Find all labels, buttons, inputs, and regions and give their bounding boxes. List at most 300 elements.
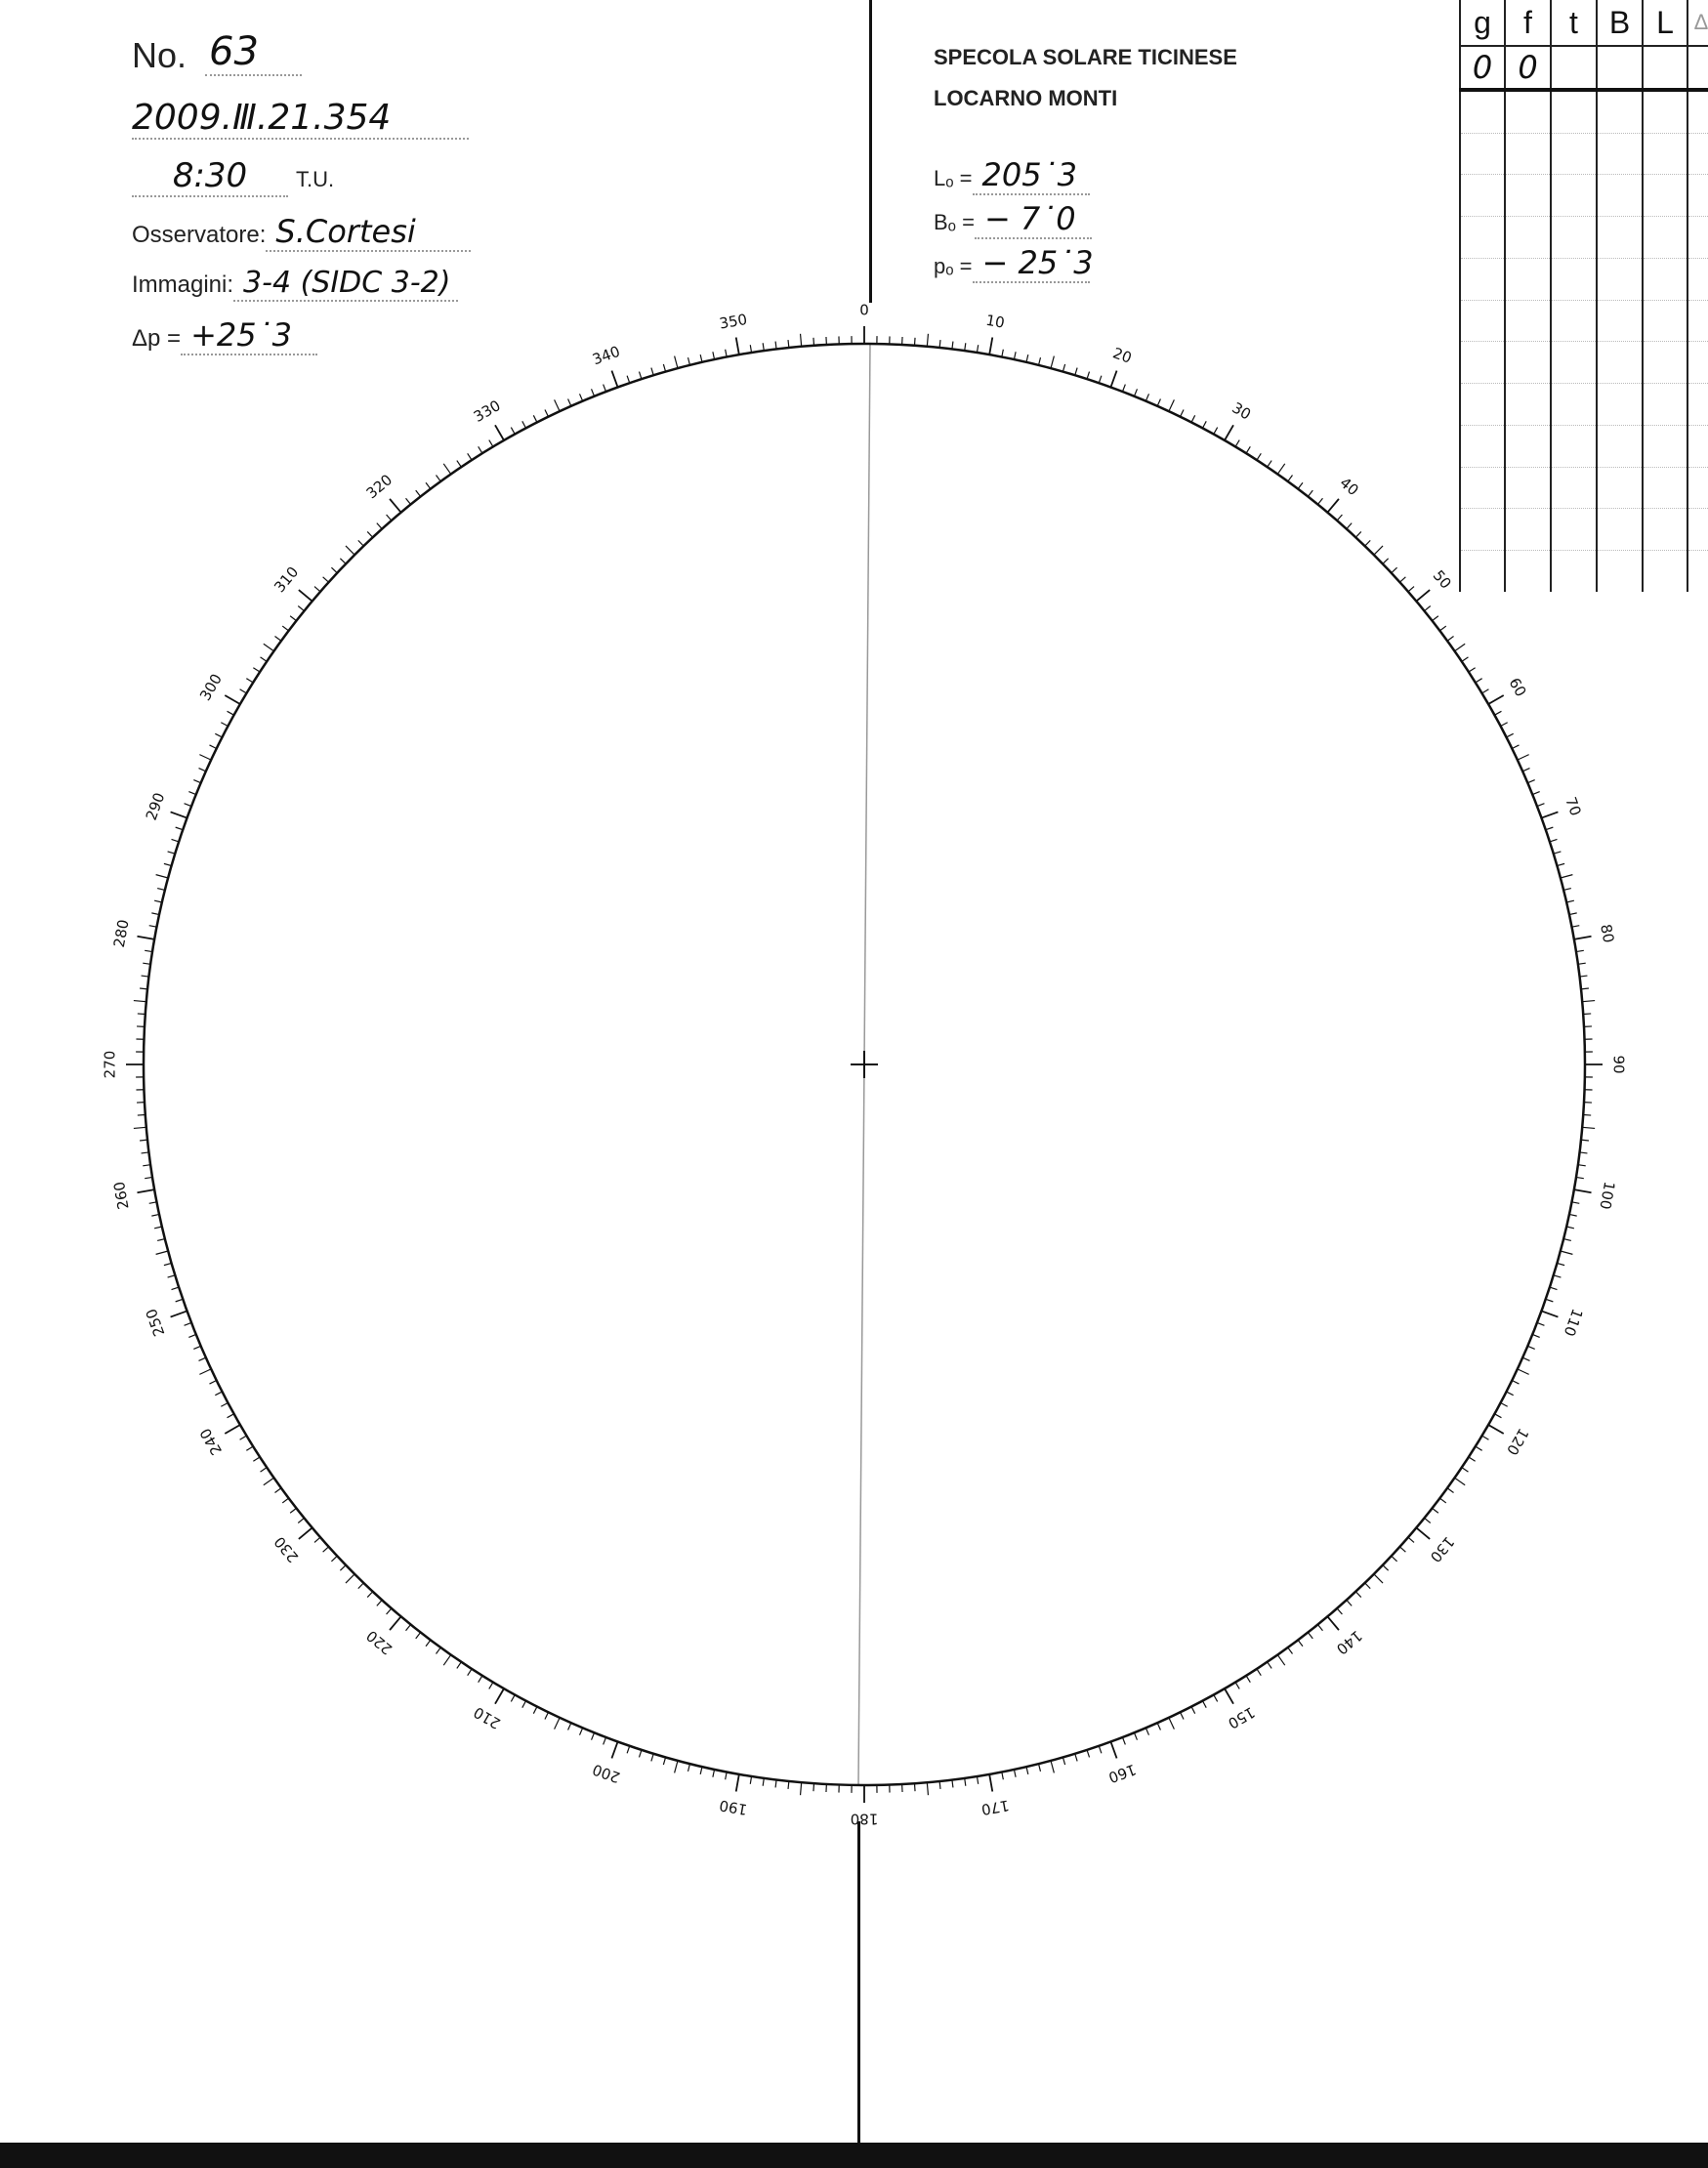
scale-tick <box>675 1761 678 1773</box>
scale-tick <box>1433 616 1438 621</box>
scale-tick <box>228 711 234 715</box>
scale-tick <box>927 1782 928 1795</box>
scale-tick <box>763 1778 764 1786</box>
scale-tick <box>1476 679 1482 683</box>
scale-tick <box>298 1518 304 1522</box>
observatory-name-line2: LOCARNO MONTI <box>934 86 1118 110</box>
scale-tick <box>199 1369 211 1374</box>
scale-tick <box>1416 1527 1430 1539</box>
scale-tick <box>1051 1761 1054 1773</box>
observer-value: S.Cortesi <box>266 213 471 252</box>
scale-tick <box>1583 1014 1591 1015</box>
scale-tick <box>1062 1757 1064 1765</box>
scale-tick <box>346 546 354 555</box>
scale-tick <box>1469 1457 1476 1461</box>
scale-tick <box>1157 398 1160 405</box>
scale-tick <box>965 343 966 351</box>
scale-label-60: 60 <box>1505 674 1530 700</box>
scale-tick <box>443 1655 450 1666</box>
scale-tick <box>1268 1662 1271 1669</box>
scale-tick <box>736 1774 739 1792</box>
scale-tick <box>154 900 162 902</box>
scale-tick <box>775 342 776 350</box>
scale-label-40: 40 <box>1336 474 1362 500</box>
scale-tick <box>726 350 728 357</box>
scale-label-90: 90 <box>1609 1055 1628 1074</box>
scale-label-80: 80 <box>1597 922 1618 944</box>
scale-tick <box>1581 1140 1589 1141</box>
scale-label-150: 150 <box>1225 1703 1259 1732</box>
scale-tick <box>639 1750 641 1758</box>
scale-tick <box>164 1263 172 1265</box>
scale-tick <box>1026 1767 1028 1774</box>
scale-tick <box>1576 950 1584 951</box>
scale-tick <box>592 389 595 396</box>
scale-tick <box>198 1357 205 1360</box>
scale-tick <box>1482 689 1489 693</box>
scale-tick <box>1298 1640 1303 1646</box>
scale-tick <box>1494 1414 1501 1418</box>
scale-tick <box>1308 490 1312 496</box>
scale-tick <box>157 889 165 891</box>
time-unit-label: T.U. <box>296 167 335 191</box>
scale-label-320: 320 <box>362 471 396 503</box>
scale-tick <box>406 498 411 504</box>
scale-tick <box>193 1346 200 1349</box>
scale-tick <box>1146 1728 1148 1734</box>
scale-tick <box>1439 1498 1445 1503</box>
scale-tick <box>927 334 928 347</box>
scale-tick <box>199 755 211 760</box>
scale-tick <box>225 1425 240 1434</box>
scale-label-170: 170 <box>979 1796 1011 1819</box>
scale-tick <box>1566 1227 1574 1229</box>
scale-tick <box>965 1778 966 1786</box>
scale-tick <box>1507 1392 1514 1396</box>
scale-tick <box>1425 1518 1431 1522</box>
scale-label-230: 230 <box>271 1532 303 1566</box>
scale-tick <box>1561 1251 1573 1254</box>
scale-tick <box>1374 1574 1383 1583</box>
scale-tick <box>545 409 549 416</box>
scale-tick <box>663 364 665 372</box>
scale-tick <box>479 446 482 453</box>
scale-tick <box>1365 1583 1371 1589</box>
scale-tick <box>1246 1676 1250 1683</box>
scale-tick <box>323 577 329 582</box>
scale-tick <box>172 839 180 841</box>
scale-tick <box>1327 1616 1339 1630</box>
scale-tick <box>750 345 751 353</box>
scale-tick <box>592 1732 595 1739</box>
scale-tick <box>977 1776 978 1784</box>
scale-tick <box>939 340 940 348</box>
scale-tick <box>952 342 953 350</box>
scale-tick <box>149 1202 157 1204</box>
scale-tick <box>750 1776 751 1784</box>
scale-tick <box>346 1574 354 1583</box>
scale-tick <box>1110 1741 1116 1758</box>
images-label: Immagini: <box>132 271 234 298</box>
scale-tick <box>176 1299 184 1302</box>
scale-tick <box>215 733 222 737</box>
scale-tick <box>1002 350 1004 357</box>
table-header-delta: Δ <box>1687 0 1708 46</box>
scale-tick <box>1462 657 1469 661</box>
scale-tick <box>663 1757 665 1765</box>
scale-tick <box>137 1189 154 1192</box>
scale-tick <box>290 616 296 621</box>
scale-tick <box>1099 1746 1102 1754</box>
scale-tick <box>298 606 304 611</box>
scale-tick <box>1447 637 1453 642</box>
scale-tick <box>1225 1689 1233 1704</box>
scale-tick <box>221 723 228 727</box>
scale-tick <box>437 475 441 480</box>
scale-tick <box>358 1583 364 1589</box>
scale-tick <box>1527 780 1534 783</box>
scale-tick <box>1288 1647 1293 1653</box>
scale-tick <box>164 863 172 865</box>
scale-tick <box>240 689 247 693</box>
scale-tick <box>1202 421 1206 428</box>
scale-tick <box>1277 1655 1284 1666</box>
scale-tick <box>495 425 504 440</box>
table-header-g: g <box>1460 0 1505 46</box>
scale-tick <box>1488 1425 1504 1434</box>
scale-tick <box>1494 711 1501 715</box>
scale-tick <box>555 399 560 411</box>
scale-tick <box>1507 733 1514 737</box>
scale-tick <box>1512 1381 1519 1385</box>
scale-tick <box>331 567 337 572</box>
scale-tick <box>813 338 814 346</box>
scale-label-220: 220 <box>362 1626 396 1658</box>
scale-tick <box>221 1402 228 1406</box>
scale-tick <box>188 792 195 795</box>
scale-tick <box>939 1781 940 1789</box>
number-value: 63 <box>205 29 302 76</box>
scale-tick <box>1308 1633 1312 1639</box>
scale-tick <box>1347 1600 1352 1605</box>
scale-tick <box>651 368 653 376</box>
scale-tick <box>457 461 461 468</box>
scale-tick <box>1541 812 1558 817</box>
scale-tick <box>468 453 472 460</box>
scale-label-10: 10 <box>984 311 1007 332</box>
scale-tick <box>1522 769 1529 771</box>
scale-tick <box>688 357 690 365</box>
scale-tick <box>168 1275 176 1277</box>
scale-tick <box>1576 1177 1584 1178</box>
scale-tick <box>1225 425 1233 440</box>
table-cell-g: 0 <box>1460 46 1505 90</box>
scale-tick <box>1392 1556 1397 1561</box>
scale-tick <box>1087 372 1089 380</box>
scale-tick <box>1408 1537 1414 1542</box>
scale-tick <box>246 1446 253 1450</box>
scale-tick <box>545 1712 549 1719</box>
scale-tick <box>1399 577 1405 582</box>
scale-tick <box>533 415 537 422</box>
scale-tick <box>627 1746 630 1754</box>
scale-tick <box>1169 399 1174 411</box>
scale-tick <box>489 1683 493 1689</box>
scale-tick <box>511 428 515 435</box>
scale-tick <box>713 1770 715 1777</box>
scale-tick <box>1134 1732 1137 1739</box>
scale-tick <box>246 679 253 683</box>
l0-value: 205˙3 <box>973 156 1090 195</box>
scale-tick <box>1268 461 1271 468</box>
scale-tick <box>340 559 346 564</box>
scale-tick <box>1574 937 1592 939</box>
scale-tick <box>274 637 280 642</box>
scale-tick <box>437 1647 441 1653</box>
scale-tick <box>468 1669 472 1676</box>
scale-tick <box>1527 1346 1534 1349</box>
scale-tick <box>1550 1287 1558 1289</box>
scale-tick <box>215 1392 222 1396</box>
scale-tick <box>1425 606 1431 611</box>
scale-tick <box>1365 540 1371 546</box>
scale-tick <box>299 590 312 602</box>
scale-label-70: 70 <box>1562 794 1585 818</box>
scale-tick <box>952 1779 953 1787</box>
scale-tick <box>253 1457 260 1461</box>
p0-label: pₒ = <box>934 254 973 278</box>
scale-tick <box>726 1772 728 1779</box>
scale-tick <box>801 334 802 347</box>
scale-tick <box>142 1152 149 1153</box>
b0-value: − 7˙0 <box>975 200 1092 239</box>
scale-label-330: 330 <box>470 396 504 426</box>
scale-tick <box>261 657 268 661</box>
scale-tick <box>1110 371 1116 388</box>
scale-tick <box>185 804 191 807</box>
scale-tick <box>253 668 260 672</box>
scale-tick <box>1455 644 1466 650</box>
scale-tick <box>387 515 392 521</box>
scale-label-160: 160 <box>1105 1760 1139 1787</box>
scale-tick <box>151 1214 159 1216</box>
scale-tick <box>914 1783 915 1791</box>
scale-tick <box>495 1689 504 1704</box>
scale-tick <box>611 1741 617 1758</box>
scale-tick <box>387 1608 392 1614</box>
time-value: 8:30 <box>132 156 288 197</box>
scale-tick <box>261 1468 268 1472</box>
scale-tick <box>138 1014 146 1015</box>
scale-tick <box>914 338 915 346</box>
scale-tick <box>1578 1165 1586 1166</box>
scale-tick <box>580 1728 583 1734</box>
scale-tick <box>1288 475 1293 480</box>
scale-tick <box>134 1127 146 1128</box>
scale-tick <box>323 1547 329 1552</box>
scale-tick <box>1039 1764 1041 1772</box>
scale-tick <box>788 340 789 348</box>
scale-tick <box>416 1633 421 1639</box>
scale-tick <box>627 376 630 384</box>
scale-label-270: 270 <box>101 1050 119 1079</box>
scale-label-50: 50 <box>1429 566 1455 593</box>
scale-tick <box>604 1737 606 1744</box>
scale-tick <box>358 540 364 546</box>
scale-tick <box>1439 626 1445 631</box>
scale-label-250: 250 <box>142 1306 169 1339</box>
scale-tick <box>1579 1152 1587 1153</box>
scale-tick <box>639 372 641 380</box>
scale-tick <box>1355 1592 1360 1598</box>
scale-tick <box>171 812 187 817</box>
scale-tick <box>331 1556 337 1561</box>
scale-tick <box>209 745 216 749</box>
scale-tick <box>457 1662 461 1669</box>
scale-tick <box>1337 1608 1342 1614</box>
scale-tick <box>700 1767 702 1774</box>
observatory-name-line1: SPECOLA SOLARE TICINESE <box>934 45 1237 69</box>
scale-tick <box>1488 695 1504 704</box>
scale-tick <box>1002 1772 1004 1779</box>
scale-tick <box>168 852 176 854</box>
scale-tick <box>149 926 157 928</box>
scale-tick <box>154 1227 162 1229</box>
scale-tick <box>675 356 678 369</box>
scale-tick <box>134 1001 146 1002</box>
scale-tick <box>568 398 571 405</box>
scale-tick <box>1374 546 1383 555</box>
scale-tick <box>700 354 702 362</box>
scale-tick <box>1122 385 1125 392</box>
scale-tick <box>1014 352 1016 359</box>
scale-label-340: 340 <box>590 342 623 369</box>
scale-tick <box>156 875 169 878</box>
scale-tick <box>1469 668 1476 672</box>
scale-tick <box>1051 356 1054 369</box>
table-header-f: f <box>1505 0 1551 46</box>
scale-tick <box>172 1287 180 1289</box>
scale-tick <box>801 1782 802 1795</box>
scale-tick <box>138 1114 146 1115</box>
scale-tick <box>1501 1402 1508 1406</box>
scale-tick <box>1383 1565 1389 1571</box>
scale-label-240: 240 <box>196 1425 226 1459</box>
scale-tick <box>555 1718 560 1730</box>
scale-tick <box>1518 755 1529 760</box>
scale-tick <box>1550 839 1558 841</box>
scale-tick <box>1501 723 1508 727</box>
scale-tick <box>171 1311 187 1316</box>
scale-tick <box>145 950 152 951</box>
scale-tick <box>1039 357 1041 365</box>
l0-label: Lₒ = <box>934 166 973 190</box>
scale-tick <box>1532 1334 1539 1337</box>
scale-tick <box>479 1676 482 1683</box>
scale-tick <box>1014 1770 1016 1777</box>
scale-tick <box>282 626 288 631</box>
scale-tick <box>416 490 421 496</box>
observer-label: Osservatore: <box>132 222 267 248</box>
date-value: 2009.Ⅲ.21.354 <box>132 98 469 140</box>
scale-tick <box>1546 1299 1554 1302</box>
scale-tick <box>1512 745 1519 749</box>
b0-label: Bₒ = <box>934 210 975 234</box>
scale-tick <box>157 1239 165 1241</box>
scale-tick <box>1537 1322 1544 1325</box>
scale-label-260: 260 <box>109 1180 133 1211</box>
scale-tick <box>1482 1436 1489 1439</box>
scale-tick <box>1257 1669 1261 1676</box>
scale-label-310: 310 <box>271 563 303 597</box>
scale-tick <box>1399 1547 1405 1552</box>
number-label: No. <box>132 35 187 75</box>
scale-tick <box>1157 1723 1160 1730</box>
scale-tick <box>1214 1694 1218 1701</box>
scale-tick <box>1563 1239 1571 1241</box>
scale-tick <box>989 337 992 354</box>
scale-tick <box>1257 453 1261 460</box>
scale-tick <box>377 1600 382 1605</box>
scale-tick <box>137 937 154 939</box>
scale-tick <box>1087 1750 1089 1758</box>
scale-tick <box>1337 515 1342 521</box>
scale-tick <box>151 913 159 915</box>
scale-tick <box>1181 1712 1185 1719</box>
scale-tick <box>522 421 526 428</box>
scale-tick <box>143 1165 150 1166</box>
scale-tick <box>1298 482 1303 488</box>
scale-label-120: 120 <box>1503 1425 1532 1459</box>
scale-tick <box>228 1414 234 1418</box>
scale-tick <box>1075 368 1077 376</box>
scale-tick <box>198 769 205 771</box>
scale-tick <box>763 343 764 351</box>
scale-tick <box>775 1779 776 1787</box>
scale-tick <box>1579 976 1587 977</box>
scale-tick <box>426 482 431 488</box>
scale-tick <box>1235 440 1239 447</box>
scale-tick <box>522 1701 526 1708</box>
scale-tick <box>611 371 617 388</box>
scale-tick <box>568 1723 571 1730</box>
scale-tick <box>314 587 320 592</box>
scale-tick <box>140 1140 147 1141</box>
scale-tick <box>1569 913 1577 915</box>
scale-tick <box>1099 376 1102 384</box>
scan-bottom-border <box>0 2143 1708 2168</box>
scale-tick <box>156 1251 169 1254</box>
scale-tick <box>1317 1625 1322 1631</box>
scale-tick <box>1392 567 1397 572</box>
scale-tick <box>1522 1357 1529 1360</box>
scale-tick <box>1561 875 1573 878</box>
scale-tick <box>1235 1683 1239 1689</box>
scale-tick <box>143 963 150 964</box>
scale-tick <box>1554 1275 1562 1277</box>
scale-tick <box>367 531 372 537</box>
scale-tick <box>240 1436 247 1439</box>
scale-tick <box>713 352 715 359</box>
scale-tick <box>1062 364 1064 372</box>
scale-tick <box>1383 559 1389 564</box>
table-header-b: B <box>1597 0 1643 46</box>
scale-tick <box>1134 389 1137 396</box>
scale-tick <box>651 1754 653 1762</box>
scale-tick <box>1569 1214 1577 1216</box>
scale-tick <box>1146 394 1148 400</box>
scale-tick <box>688 1764 690 1772</box>
